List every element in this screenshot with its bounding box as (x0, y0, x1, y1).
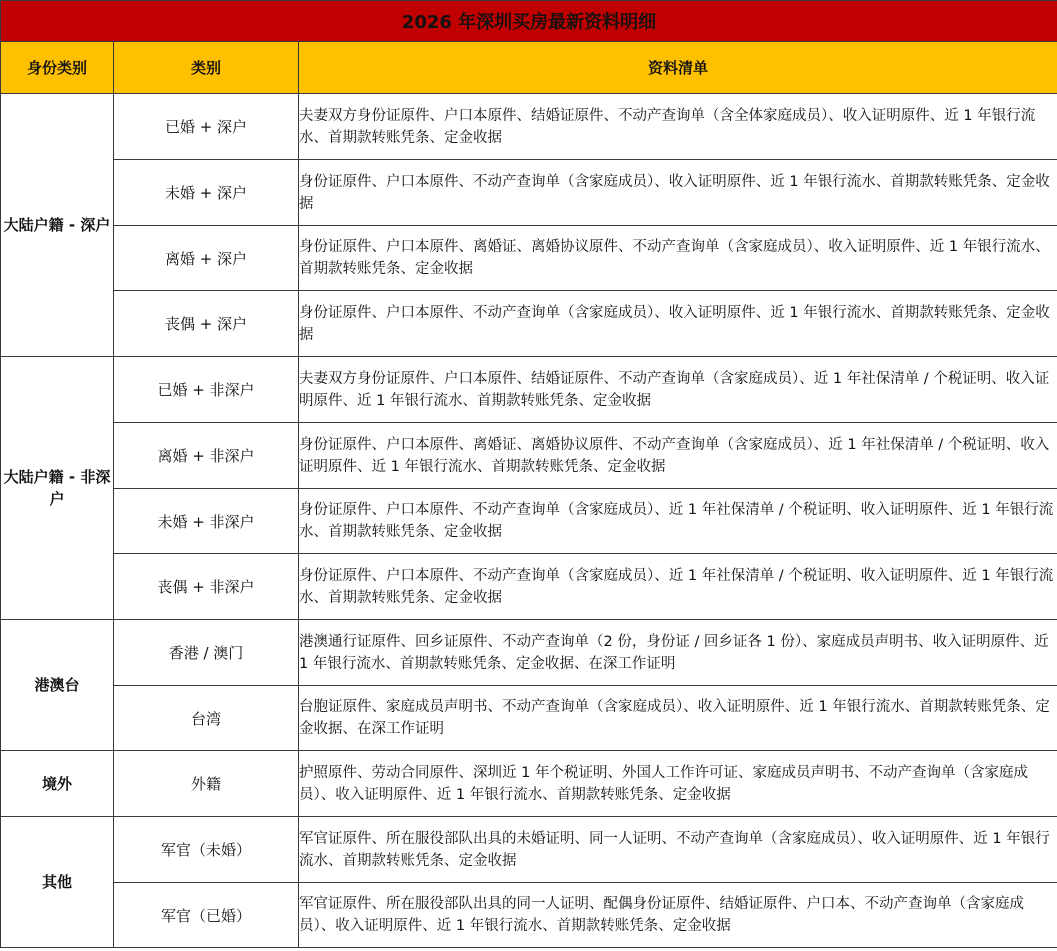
category-cell: 丧偶 + 深户 (114, 291, 299, 357)
table-title: 2026 年深圳买房最新资料明细 (1, 1, 1057, 42)
documents-cell: 身份证原件、户口本原件、不动产查询单（含家庭成员）、近 1 年社保清单 / 个税证明、收入证明原件、近 1 年银行流水、首期款转账凭条、定金收据 (299, 489, 1057, 554)
group-label-hk-mo-tw: 港澳台 (1, 620, 114, 751)
category-cell: 军官（已婚） (114, 883, 299, 948)
title-row (1, 1, 1057, 42)
documents-cell: 军官证原件、所在服役部队出具的同一人证明、配偶身份证原件、结婚证原件、户口本、不动产查询单（含家庭成员）、收入证明原件、近 1 年银行流水、首期款转账凭条、定金收据 (299, 883, 1057, 948)
category-cell: 离婚 + 深户 (114, 226, 299, 291)
table-row (1, 751, 1057, 817)
category-cell: 丧偶 + 非深户 (114, 554, 299, 620)
documents-cell: 夫妻双方身份证原件、户口本原件、结婚证原件、不动产查询单（含家庭成员）、近 1 年社保清单 / 个税证明、收入证明原件、近 1 年银行流水、首期款转账凭条、定金收据 (299, 357, 1057, 423)
category-cell: 未婚 + 非深户 (114, 489, 299, 554)
table-row (1, 160, 1057, 226)
documents-cell: 台胞证原件、家庭成员声明书、不动产查询单（含家庭成员）、收入证明原件、近 1 年银行流水、首期款转账凭条、定金收据、在深工作证明 (299, 686, 1057, 751)
category-cell: 香港 / 澳门 (114, 620, 299, 686)
category-cell: 军官（未婚） (114, 817, 299, 883)
table-row (1, 620, 1057, 686)
group-label-mainland-non-sz: 大陆户籍 - 非深户 (1, 357, 114, 620)
documents-cell: 身份证原件、户口本原件、不动产查询单（含家庭成员）、收入证明原件、近 1 年银行流水、首期款转账凭条、定金收据 (299, 160, 1057, 226)
documents-cell: 夫妻双方身份证原件、户口本原件、结婚证原件、不动产查询单（含全体家庭成员）、收入证明原件、近 1 年银行流水、首期款转账凭条、定金收据 (299, 94, 1057, 160)
documents-cell: 军官证原件、所在服役部队出具的未婚证明、同一人证明、不动产查询单（含家庭成员）、收入证明原件、近 1 年银行流水、首期款转账凭条、定金收据 (299, 817, 1057, 883)
table-row (1, 423, 1057, 489)
table-row (1, 554, 1057, 620)
documents-cell: 护照原件、劳动合同原件、深圳近 1 年个税证明、外国人工作许可证、家庭成员声明书、不动产查询单（含家庭成员）、收入证明原件、近 1 年银行流水、首期款转账凭条、定金收据 (299, 751, 1057, 817)
header-category: 类别 (114, 42, 299, 94)
documents-cell: 身份证原件、户口本原件、不动产查询单（含家庭成员）、近 1 年社保清单 / 个税证明、收入证明原件、近 1 年银行流水、首期款转账凭条、定金收据 (299, 554, 1057, 620)
documents-cell: 身份证原件、户口本原件、离婚证、离婚协议原件、不动产查询单（含家庭成员）、收入证明原件、近 1 年银行流水、首期款转账凭条、定金收据 (299, 226, 1057, 291)
header-identity: 身份类别 (1, 42, 114, 94)
category-cell: 未婚 + 深户 (114, 160, 299, 226)
documents-cell: 身份证原件、户口本原件、离婚证、离婚协议原件、不动产查询单（含家庭成员）、近 1 年社保清单 / 个税证明、收入证明原件、近 1 年银行流水、首期款转账凭条、定金收据 (299, 423, 1057, 489)
header-row (1, 42, 1057, 94)
table-row (1, 291, 1057, 357)
category-cell: 台湾 (114, 686, 299, 751)
documents-cell: 身份证原件、户口本原件、不动产查询单（含家庭成员）、收入证明原件、近 1 年银行流水、首期款转账凭条、定金收据 (299, 291, 1057, 357)
category-cell: 外籍 (114, 751, 299, 817)
table-row (1, 489, 1057, 554)
documents-cell: 港澳通行证原件、回乡证原件、不动产查询单（2 份，身份证 / 回乡证各 1 份）、家庭成员声明书、收入证明原件、近 1 年银行流水、首期款转账凭条、定金收据、在深工作证明 (299, 620, 1057, 686)
table-row (1, 686, 1057, 751)
table-row (1, 883, 1057, 948)
category-cell: 离婚 + 非深户 (114, 423, 299, 489)
table-row (1, 357, 1057, 423)
group-label-overseas: 境外 (1, 751, 114, 817)
category-cell: 已婚 + 深户 (114, 94, 299, 160)
group-label-mainland-sz: 大陆户籍 - 深户 (1, 94, 114, 357)
group-label-other: 其他 (1, 817, 114, 948)
category-cell: 已婚 + 非深户 (114, 357, 299, 423)
table-row (1, 817, 1057, 883)
table-row (1, 94, 1057, 160)
table-row (1, 226, 1057, 291)
header-documents: 资料清单 (299, 42, 1057, 94)
